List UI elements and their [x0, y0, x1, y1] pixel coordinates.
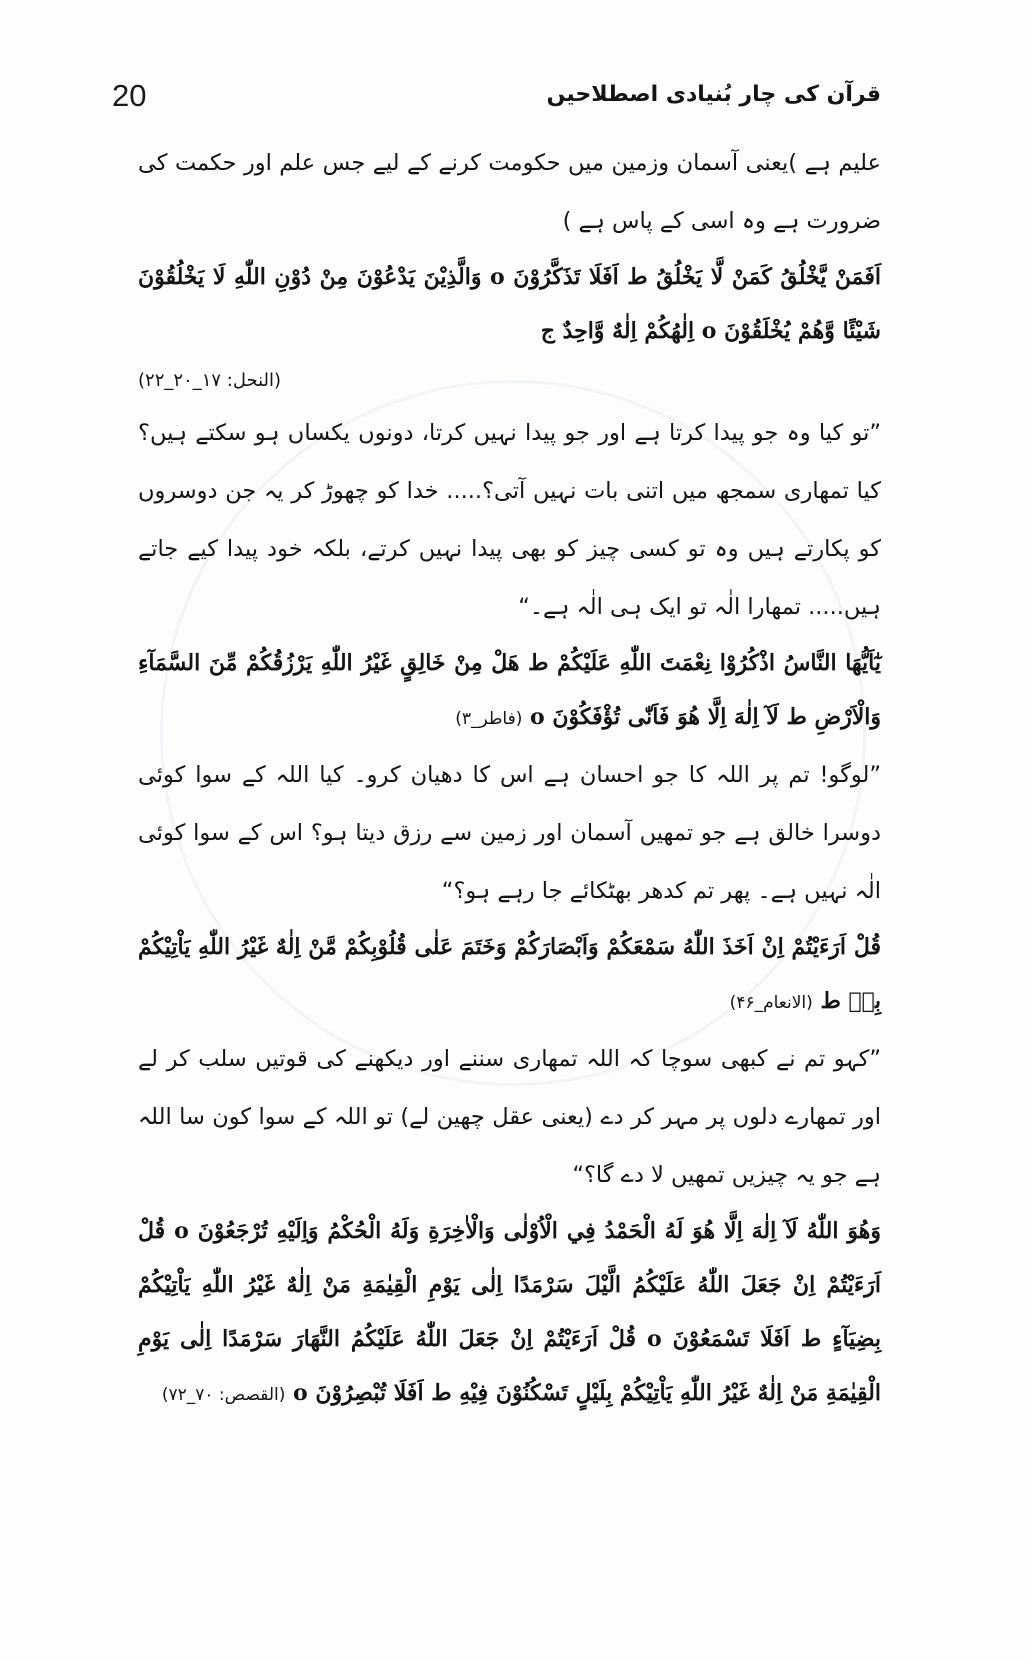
verse-reference: (الانعام_۴۶)	[729, 993, 813, 1013]
quran-verse	[138, 1204, 881, 1422]
verse-reference: (القصص: ۷۰_۷۲)	[161, 1385, 286, 1405]
urdu-paragraph: علیم ہے )یعنی آسمان وزمین میں حکومت کرنے کے لیے جس علم اور حکمت کی ضرورت ہے وہ اسی کے پاس ہے )	[138, 150, 881, 234]
urdu-translation: ”لوگو! تم پر اللہ کا جو احسان ہے اس کا دھیان کرو۔ کیا اللہ کے سوا کوئی دوسرا خالق ہے جو تمھیں آسمان اور زمین سے رزق دیتا ہو؟ اس کے سوا کوئی الٰہ نہیں ہے۔ پھر تم کدھر بھٹکائے جا رہے ہو؟“	[138, 762, 881, 904]
urdu-translation: ”کہو تم نے کبھی سوچا کہ اللہ تمھاری سننے اور دیکھنے کی قوتیں سلب کر لے اور تمھارے دلوں پر مہر کر دے (یعنی عقل چھین لے) تو اللہ کے سوا کون سا اللہ ہے جو یہ چیزیں تمھیں لا دے گا؟“	[138, 1046, 881, 1188]
quran-verse-text: قُلْ اَرَءَيْتُمْ اِنْ اَخَذَ اللّٰهُ سَمْعَكُمْ وَاَبْصَارَكُمْ وَخَتَمَ عَلٰى قُلُوْبِكُمْ مَّنْ اِلٰهٌ غَيْرُ اللّٰهِ يَاْتِيْكُمْ بِهٖ ط	[138, 934, 881, 1014]
verse-reference: (النحل: ۱۷_۲۰_۲۲)	[138, 370, 282, 391]
quran-verse	[138, 920, 881, 1030]
page-number: 20	[112, 78, 147, 113]
quran-verse-text: وَهُوَ اللّٰهُ لَآ اِلٰهَ اِلَّا هُوَ لَهُ الْحَمْدُ فِي الْاُوْلٰى وَالْاٰخِرَةِ وَلَهُ الْحُكْمُ وَاِلَيْهِ تُرْجَعُوْنَ o قُلْ اَرَءَيْتُمْ اِنْ جَعَلَ اللّٰهُ عَلَيْكُمُ الَّيْلَ سَرْمَدًا اِلٰى يَوْمِ الْقِيٰمَةِ مَنْ اِلٰهٌ غَيْرُ اللّٰهِ يَاْتِيْكُمْ بِضِيَآءٍ ط اَفَلَا تَسْمَعُوْنَ o قُلْ اَرَءَيْتُمْ اِنْ جَعَلَ اللّٰهُ عَلَيْكُمُ النَّهَارَ سَرْمَدًا اِلٰى يَوْمِ الْقِيٰمَةِ مَنْ اِلٰهٌ غَيْرُ اللّٰهِ يَاْتِيْكُمْ بِلَيْلٍ تَسْكُنُوْنَ فِيْهِ ط اَفَلَا تُبْصِرُوْنَ o	[138, 1218, 881, 1406]
page-body	[138, 134, 881, 1422]
quran-verse-text: يٰٓاَيُّهَا النَّاسُ اذْكُرُوْا نِعْمَتَ اللّٰهِ عَلَيْكُمْ ط هَلْ مِنْ خَالِقٍ غَيْرُ اللّٰهِ يَرْزُقُكُمْ مِّنَ السَّمَآءِ وَالْاَرْضِ ط لَآ اِلٰهَ اِلَّا هُوَ فَاَنّٰى تُؤْفَكُوْنَ o	[138, 650, 881, 730]
quran-verse	[138, 636, 881, 746]
page-header	[112, 78, 881, 122]
quran-verse: اَفَمَنْ يَّخْلُقُ كَمَنْ لَّا يَخْلُقُ ط اَفَلَا تَذَكَّرُوْنَ o وَالَّذِيْنَ يَدْعُوْنَ مِنْ دُوْنِ اللّٰهِ لَا يَخْلُقُوْنَ شَيْئًا وَّهُمْ يُخْلَقُوْنَ o اِلٰهُكُمْ اِلٰهٌ وَّاحِدٌ ج	[138, 264, 881, 344]
verse-reference: (فاطر_۳)	[455, 709, 523, 729]
running-title: قرآن کی چار بُنیادی اصطلاحیں	[546, 82, 881, 107]
urdu-translation: ”تو کیا وہ جو پیدا کرتا ہے اور جو پیدا نہیں کرتا، دونوں یکساں ہو سکتے ہیں؟ کیا تمھاری سمجھ میں اتنی بات نہیں آتی؟..... خدا کو چھوڑ کر یہ جن دوسروں کو پکارتے ہیں وہ تو کسی چیز کو بھی پیدا نہیں کرتے، بلکہ خود پیدا کیے جاتے ہیں..... تمھارا الٰہ تو ایک ہی الٰہ ہے۔“	[138, 420, 881, 620]
